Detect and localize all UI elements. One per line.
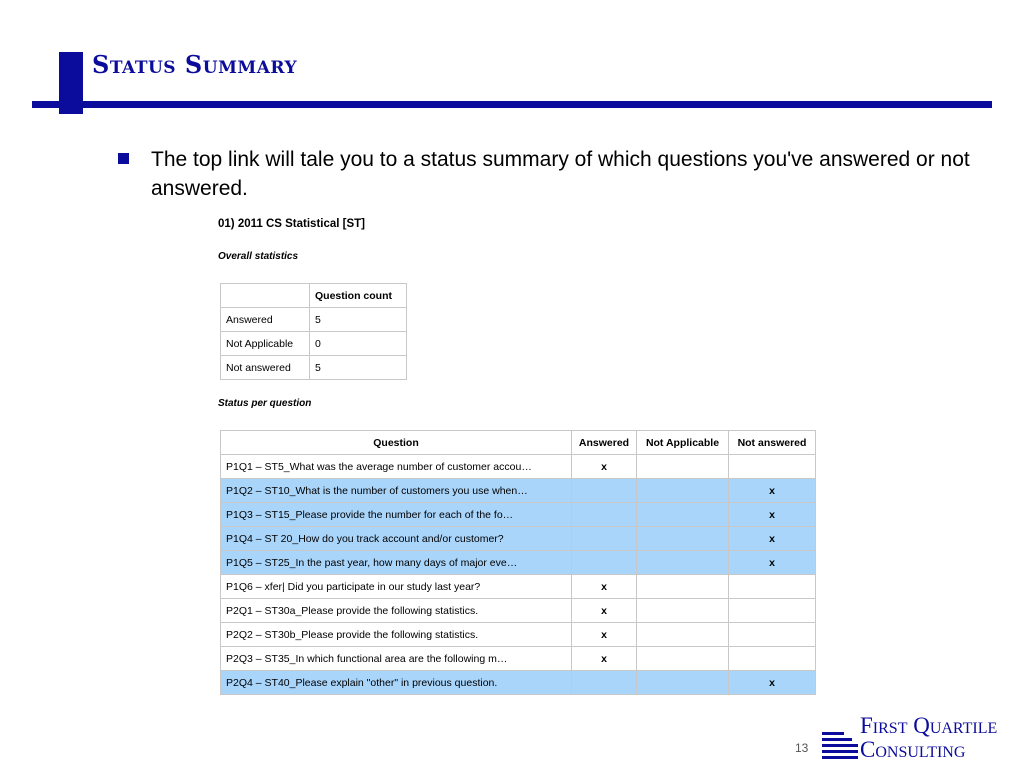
answered-cell: x: [572, 647, 637, 671]
column-header-not-answered: Not answered: [729, 431, 816, 455]
row-label: Not Applicable: [221, 332, 310, 356]
table-header-question-count: Question count: [310, 284, 407, 308]
table-row: [221, 479, 816, 503]
table-row: [221, 356, 407, 380]
not-answered-cell: [729, 623, 816, 647]
column-header-answered: Answered: [572, 431, 637, 455]
question-cell: P1Q5 – ST25_In the past year, how many days of major eve…: [221, 551, 572, 575]
table-row: [221, 332, 407, 356]
not-applicable-cell: [637, 647, 729, 671]
table-header-empty: [221, 284, 310, 308]
row-value: 5: [310, 356, 407, 380]
not-applicable-cell: [637, 623, 729, 647]
not-applicable-cell: [637, 575, 729, 599]
table-row: [221, 455, 816, 479]
table-row: [221, 308, 407, 332]
column-header-not-applicable: Not Applicable: [637, 431, 729, 455]
question-cell: P2Q1 – ST30a_Please provide the following statistics.: [221, 599, 572, 623]
slide-title: Status Summary: [92, 50, 298, 79]
page-number: 13: [795, 741, 809, 755]
not-answered-cell: [729, 647, 816, 671]
table-row: [221, 647, 816, 671]
table-row: [221, 575, 816, 599]
overall-statistics-table: [220, 283, 407, 380]
logo-line-2: Consulting: [860, 737, 966, 762]
status-per-question-table: [220, 430, 816, 695]
answered-cell: x: [572, 455, 637, 479]
answered-cell: [572, 503, 637, 527]
embedded-screenshot: [218, 215, 818, 695]
answered-cell: [572, 527, 637, 551]
answered-cell: x: [572, 575, 637, 599]
row-label: Answered: [221, 308, 310, 332]
not-applicable-cell: [637, 455, 729, 479]
table-row: [221, 503, 816, 527]
not-applicable-cell: [637, 527, 729, 551]
not-answered-cell: [729, 455, 816, 479]
table-header-row: [221, 284, 407, 308]
answered-cell: [572, 551, 637, 575]
not-answered-cell: [729, 575, 816, 599]
question-cell: P1Q2 – ST10_What is the number of customers you use when…: [221, 479, 572, 503]
logo-line-1: First Quartile: [860, 713, 998, 738]
title-underline: [32, 101, 992, 108]
not-applicable-cell: [637, 599, 729, 623]
answered-cell: [572, 671, 637, 695]
question-cell: P1Q4 – ST 20_How do you track account and/or customer?: [221, 527, 572, 551]
answered-cell: x: [572, 599, 637, 623]
question-cell: P1Q1 – ST5_What was the average number of customer accou…: [221, 455, 572, 479]
question-cell: P1Q3 – ST15_Please provide the number for each of the fo…: [221, 503, 572, 527]
column-header-question: Question: [221, 431, 572, 455]
question-cell: P2Q2 – ST30b_Please provide the following statistics.: [221, 623, 572, 647]
survey-title: 01) 2011 CS Statistical [ST]: [218, 218, 366, 230]
not-applicable-cell: [637, 671, 729, 695]
question-cell: P2Q4 – ST40_Please explain "other" in previous question.: [221, 671, 572, 695]
status-per-question-label: Status per question: [218, 398, 312, 409]
not-applicable-cell: [637, 503, 729, 527]
not-answered-cell: x: [729, 527, 816, 551]
not-answered-cell: x: [729, 479, 816, 503]
square-bullet-icon: [118, 153, 129, 164]
row-value: 5: [310, 308, 407, 332]
table-header-row: [221, 431, 816, 455]
answered-cell: [572, 479, 637, 503]
not-answered-cell: x: [729, 671, 816, 695]
question-cell: P2Q3 – ST35_In which functional area are the following m…: [221, 647, 572, 671]
not-answered-cell: [729, 599, 816, 623]
overall-statistics-label: Overall statistics: [218, 251, 299, 262]
row-value: 0: [310, 332, 407, 356]
not-applicable-cell: [637, 479, 729, 503]
table-row: [221, 623, 816, 647]
table-row: [221, 551, 816, 575]
table-row: [221, 671, 816, 695]
table-row: [221, 599, 816, 623]
row-label: Not answered: [221, 356, 310, 380]
bullet-text: The top link will tale you to a status summary of which questions you've answered or not answered.: [151, 148, 970, 200]
not-answered-cell: x: [729, 503, 816, 527]
table-row: [221, 527, 816, 551]
not-applicable-cell: [637, 551, 729, 575]
answered-cell: x: [572, 623, 637, 647]
company-logo: [822, 713, 1022, 763]
question-cell: P1Q6 – xfer| Did you participate in our study last year?: [221, 575, 572, 599]
not-answered-cell: x: [729, 551, 816, 575]
